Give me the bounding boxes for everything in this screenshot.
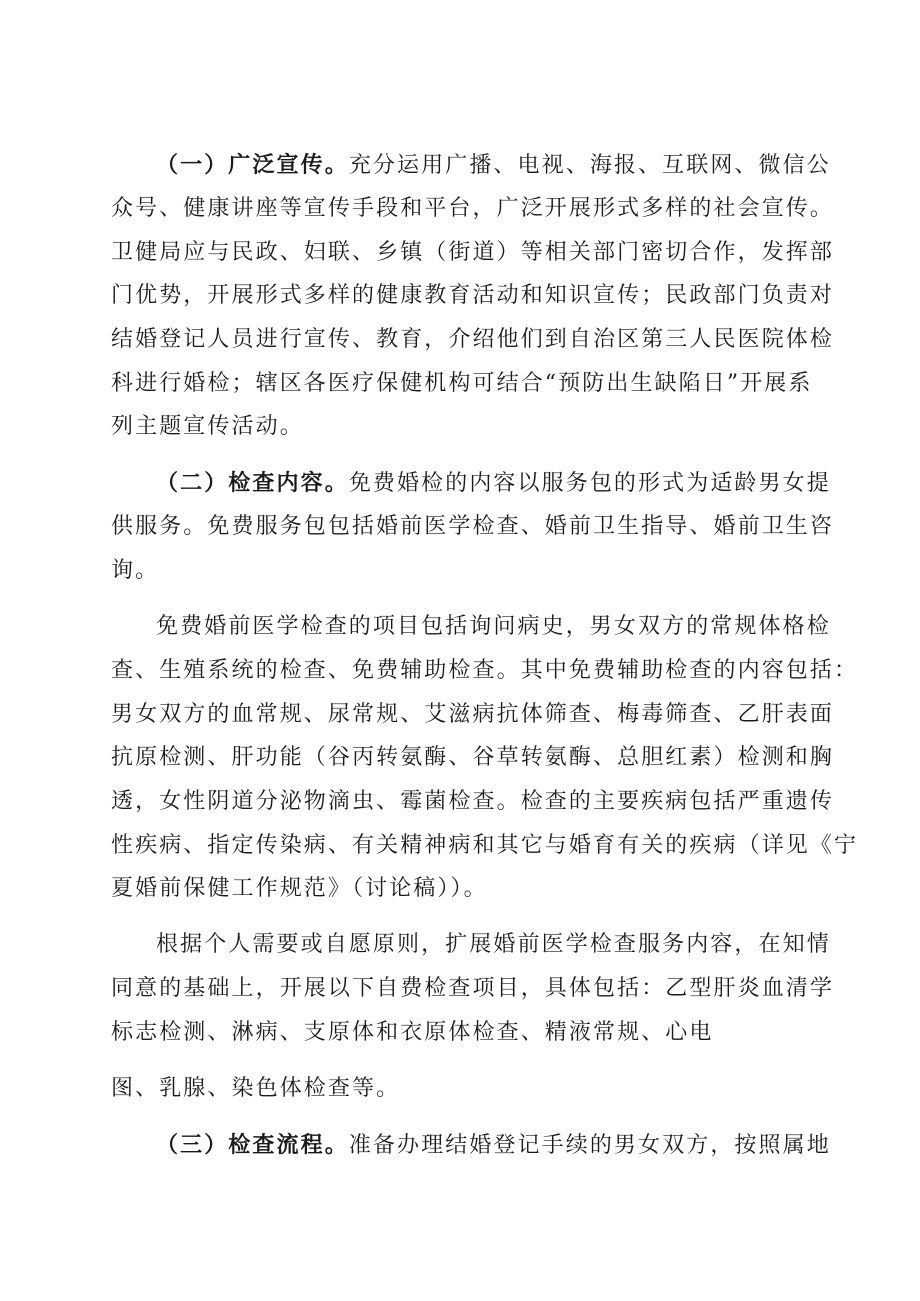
paragraph-line — [156, 1130, 831, 1161]
paragraph-line: 性疾病、指定传染病、有关精神病和其它与婚育有关的疾病（详见《宁 — [111, 833, 859, 858]
paragraph-line: 供服务。免费服务包包括婚前医学检查、婚前卫生指导、婚前卫生咨 — [111, 514, 835, 539]
paragraph-line: 同意的基础上，开展以下自费检查项目，具体包括：乙型肝炎血清学 — [111, 976, 835, 1001]
paragraph-line — [156, 150, 831, 181]
section-heading: （三）检查流程。 — [156, 1132, 349, 1158]
paragraph-line: 卫健局应与民政、妇联、乡镇（街道）等相关部门密切合作，发挥部 — [111, 240, 835, 265]
paragraph-line: 查、生殖系统的检查、免费辅助检查。其中免费辅助检查的内容包括： — [111, 658, 859, 683]
paragraph-text: 充分运用广播、电视、海报、互联网、微信公 — [348, 153, 831, 178]
paragraph-line: 根据个人需要或自愿原则，扩展婚前医学检查服务内容，在知情 — [156, 932, 831, 957]
paragraph-line: 门优势，开展形式多样的健康教育活动和知识宣传；民政部门负责对 — [111, 283, 835, 308]
section-heading: （一）广泛宣传。 — [156, 152, 349, 178]
paragraph-line: 众号、健康讲座等宣传手段和平台，广泛开展形式多样的社会宣传。 — [111, 196, 835, 221]
paragraph-line: 透，女性阴道分泌物滴虫、霉菌检查。检查的主要疾病包括严重遗传 — [111, 789, 835, 814]
paragraph-line — [156, 468, 831, 499]
paragraph-line: 免费婚前医学检查的项目包括询问病史，男女双方的常规体格检 — [156, 614, 831, 639]
paragraph-line: 抗原检测、肝功能（谷丙转氨酶、谷草转氨酶、总胆红素）检测和胸 — [111, 745, 835, 770]
paragraph-line: 询。 — [111, 558, 160, 583]
section-heading: （二）检查内容。 — [156, 470, 349, 496]
paragraph-line: 男女双方的血常规、尿常规、艾滋病抗体筛查、梅毒筛查、乙肝表面 — [111, 702, 835, 727]
paragraph-line: 图、乳腺、染色体检查等。 — [111, 1076, 401, 1101]
paragraph-line: 结婚登记人员进行宣传、教育，介绍他们到自治区第三人民医院体检 — [111, 327, 835, 352]
paragraph-text: 准备办理结婚登记手续的男女双方，按照属地 — [348, 1133, 831, 1158]
paragraph-line: 列主题宣传活动。 — [111, 414, 304, 439]
paragraph-line: 标志检测、淋病、支原体和衣原体检查、精液常规、心电 — [111, 1020, 714, 1045]
paragraph-text: 免费婚检的内容以服务包的形式为适龄男女提 — [348, 471, 831, 496]
paragraph-line: 夏婚前保健工作规范》（讨论稿））。 — [111, 876, 488, 901]
paragraph-line: 科进行婚检；辖区各医疗保健机构可结合“预防出生缺陷日”开展系 — [111, 371, 813, 396]
